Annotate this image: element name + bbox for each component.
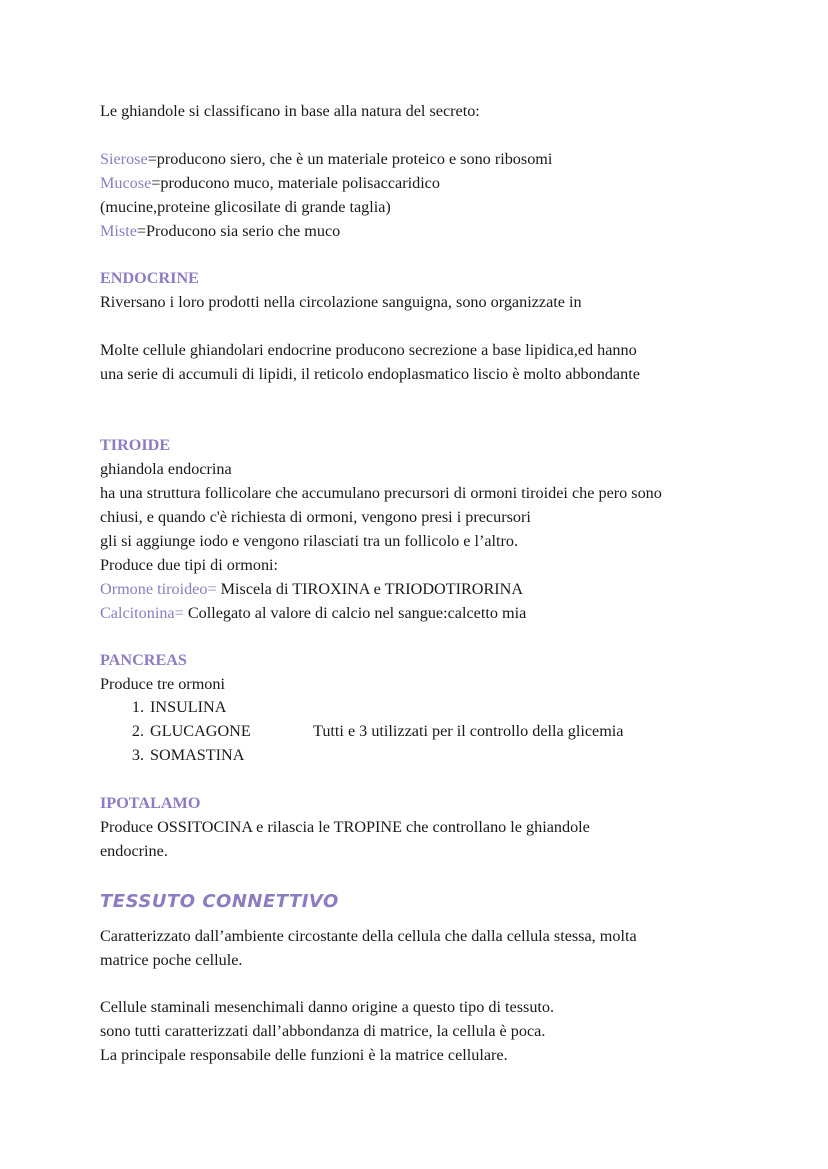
term-miste: Miste	[100, 222, 137, 240]
desc-sierose: producono siero, che è un materiale proteico e sono ribosomi	[156, 150, 553, 168]
ipotalamo-l2: endocrine.	[100, 842, 168, 860]
mucose-continuation: (mucine,proteine glicosilate di grande taglia)	[100, 198, 391, 216]
list-number: 1.	[131, 698, 144, 716]
intro-text: Le ghiandole si classificano in base alla natura del secreto:	[100, 102, 480, 120]
heading-tessuto-connettivo: TESSUTO CONNETTIVO	[100, 891, 339, 912]
tiroide-line: ha una struttura follicolare che accumulano precursori di ormoni tiroidei che pero sono	[100, 484, 662, 502]
tiroide-line: chiusi, e quando c'è richiesta di ormoni, vengono presi i precursori	[100, 508, 531, 526]
type-miste	[100, 221, 340, 241]
endocrine-p2a: Molte cellule ghiandolari endocrine producono secrezione a base lipidica,ed hanno	[100, 341, 637, 359]
hormone-calcitonina	[100, 603, 526, 623]
term-mucose: Mucose	[100, 174, 152, 192]
term-calcitonina: Calcitonina=	[100, 604, 184, 622]
term-sierose: Sierose	[100, 150, 148, 168]
endocrine-p2b: una serie di accumuli di lipidi, il reticolo endoplasmatico liscio è molto abbondante	[100, 365, 640, 383]
sep-mucose: =	[151, 174, 161, 192]
connettivo-line: Caratterizzato dall’ambiente circostante della cellula che dalla cellula stessa, molta	[100, 927, 637, 945]
list-number: 3.	[131, 746, 144, 764]
heading-tiroide: TIROIDE	[100, 436, 171, 454]
heading-endocrine: ENDOCRINE	[100, 269, 199, 287]
list-label: INSULINA	[150, 698, 227, 716]
ipotalamo-l1: Produce OSSITOCINA e rilascia le TROPINE che controllano le ghiandole	[100, 818, 590, 836]
desc-calcitonina: Collegato al valore di calcio nel sangue:calcetto mia	[183, 604, 527, 622]
term-ormone-tiroideo: Ormone tiroideo=	[100, 580, 217, 598]
desc-ormone-tiroideo: Miscela di TIROXINA e TRIODOTIRORINA	[216, 580, 524, 598]
connettivo-line: sono tutti caratterizzati dall’abbondanza di matrice, la cellula è poca.	[100, 1022, 546, 1040]
heading-ipotalamo: IPOTALAMO	[100, 794, 201, 812]
hormone-tiroideo	[100, 579, 523, 599]
list-item	[120, 721, 251, 741]
tiroide-line: Produce due tipi di ormoni:	[100, 556, 279, 574]
list-label: GLUCAGONE	[150, 722, 251, 740]
desc-mucose: producono muco, materiale polisaccaridico	[160, 174, 440, 192]
list-number: 2.	[131, 722, 144, 740]
connettivo-line: Cellule staminali mesenchimali danno origine a questo tipo di tessuto.	[100, 998, 555, 1016]
sep-sierose: =	[147, 150, 157, 168]
pancreas-note: Tutti e 3 utilizzati per il controllo della glicemia	[313, 722, 624, 740]
endocrine-p1: Riversano i loro prodotti nella circolazione sanguigna, sono organizzate in	[100, 293, 582, 311]
list-item	[120, 745, 244, 765]
heading-pancreas: PANCREAS	[100, 651, 187, 669]
tiroide-line: ghiandola endocrina	[100, 460, 232, 478]
connettivo-line: La principale responsabile delle funzioni è la matrice cellulare.	[100, 1046, 508, 1064]
type-sierose	[100, 149, 552, 169]
type-mucose	[100, 173, 440, 193]
sep-miste: =	[136, 222, 147, 240]
connettivo-line: matrice poche cellule.	[100, 951, 243, 969]
pancreas-intro: Produce tre ormoni	[100, 675, 225, 693]
list-item	[120, 697, 226, 717]
desc-miste: Producono sia serio che muco	[146, 222, 341, 240]
list-label: SOMASTINA	[150, 746, 245, 764]
tiroide-line: gli si aggiunge iodo e vengono rilasciati tra un follicolo e l’altro.	[100, 532, 519, 550]
